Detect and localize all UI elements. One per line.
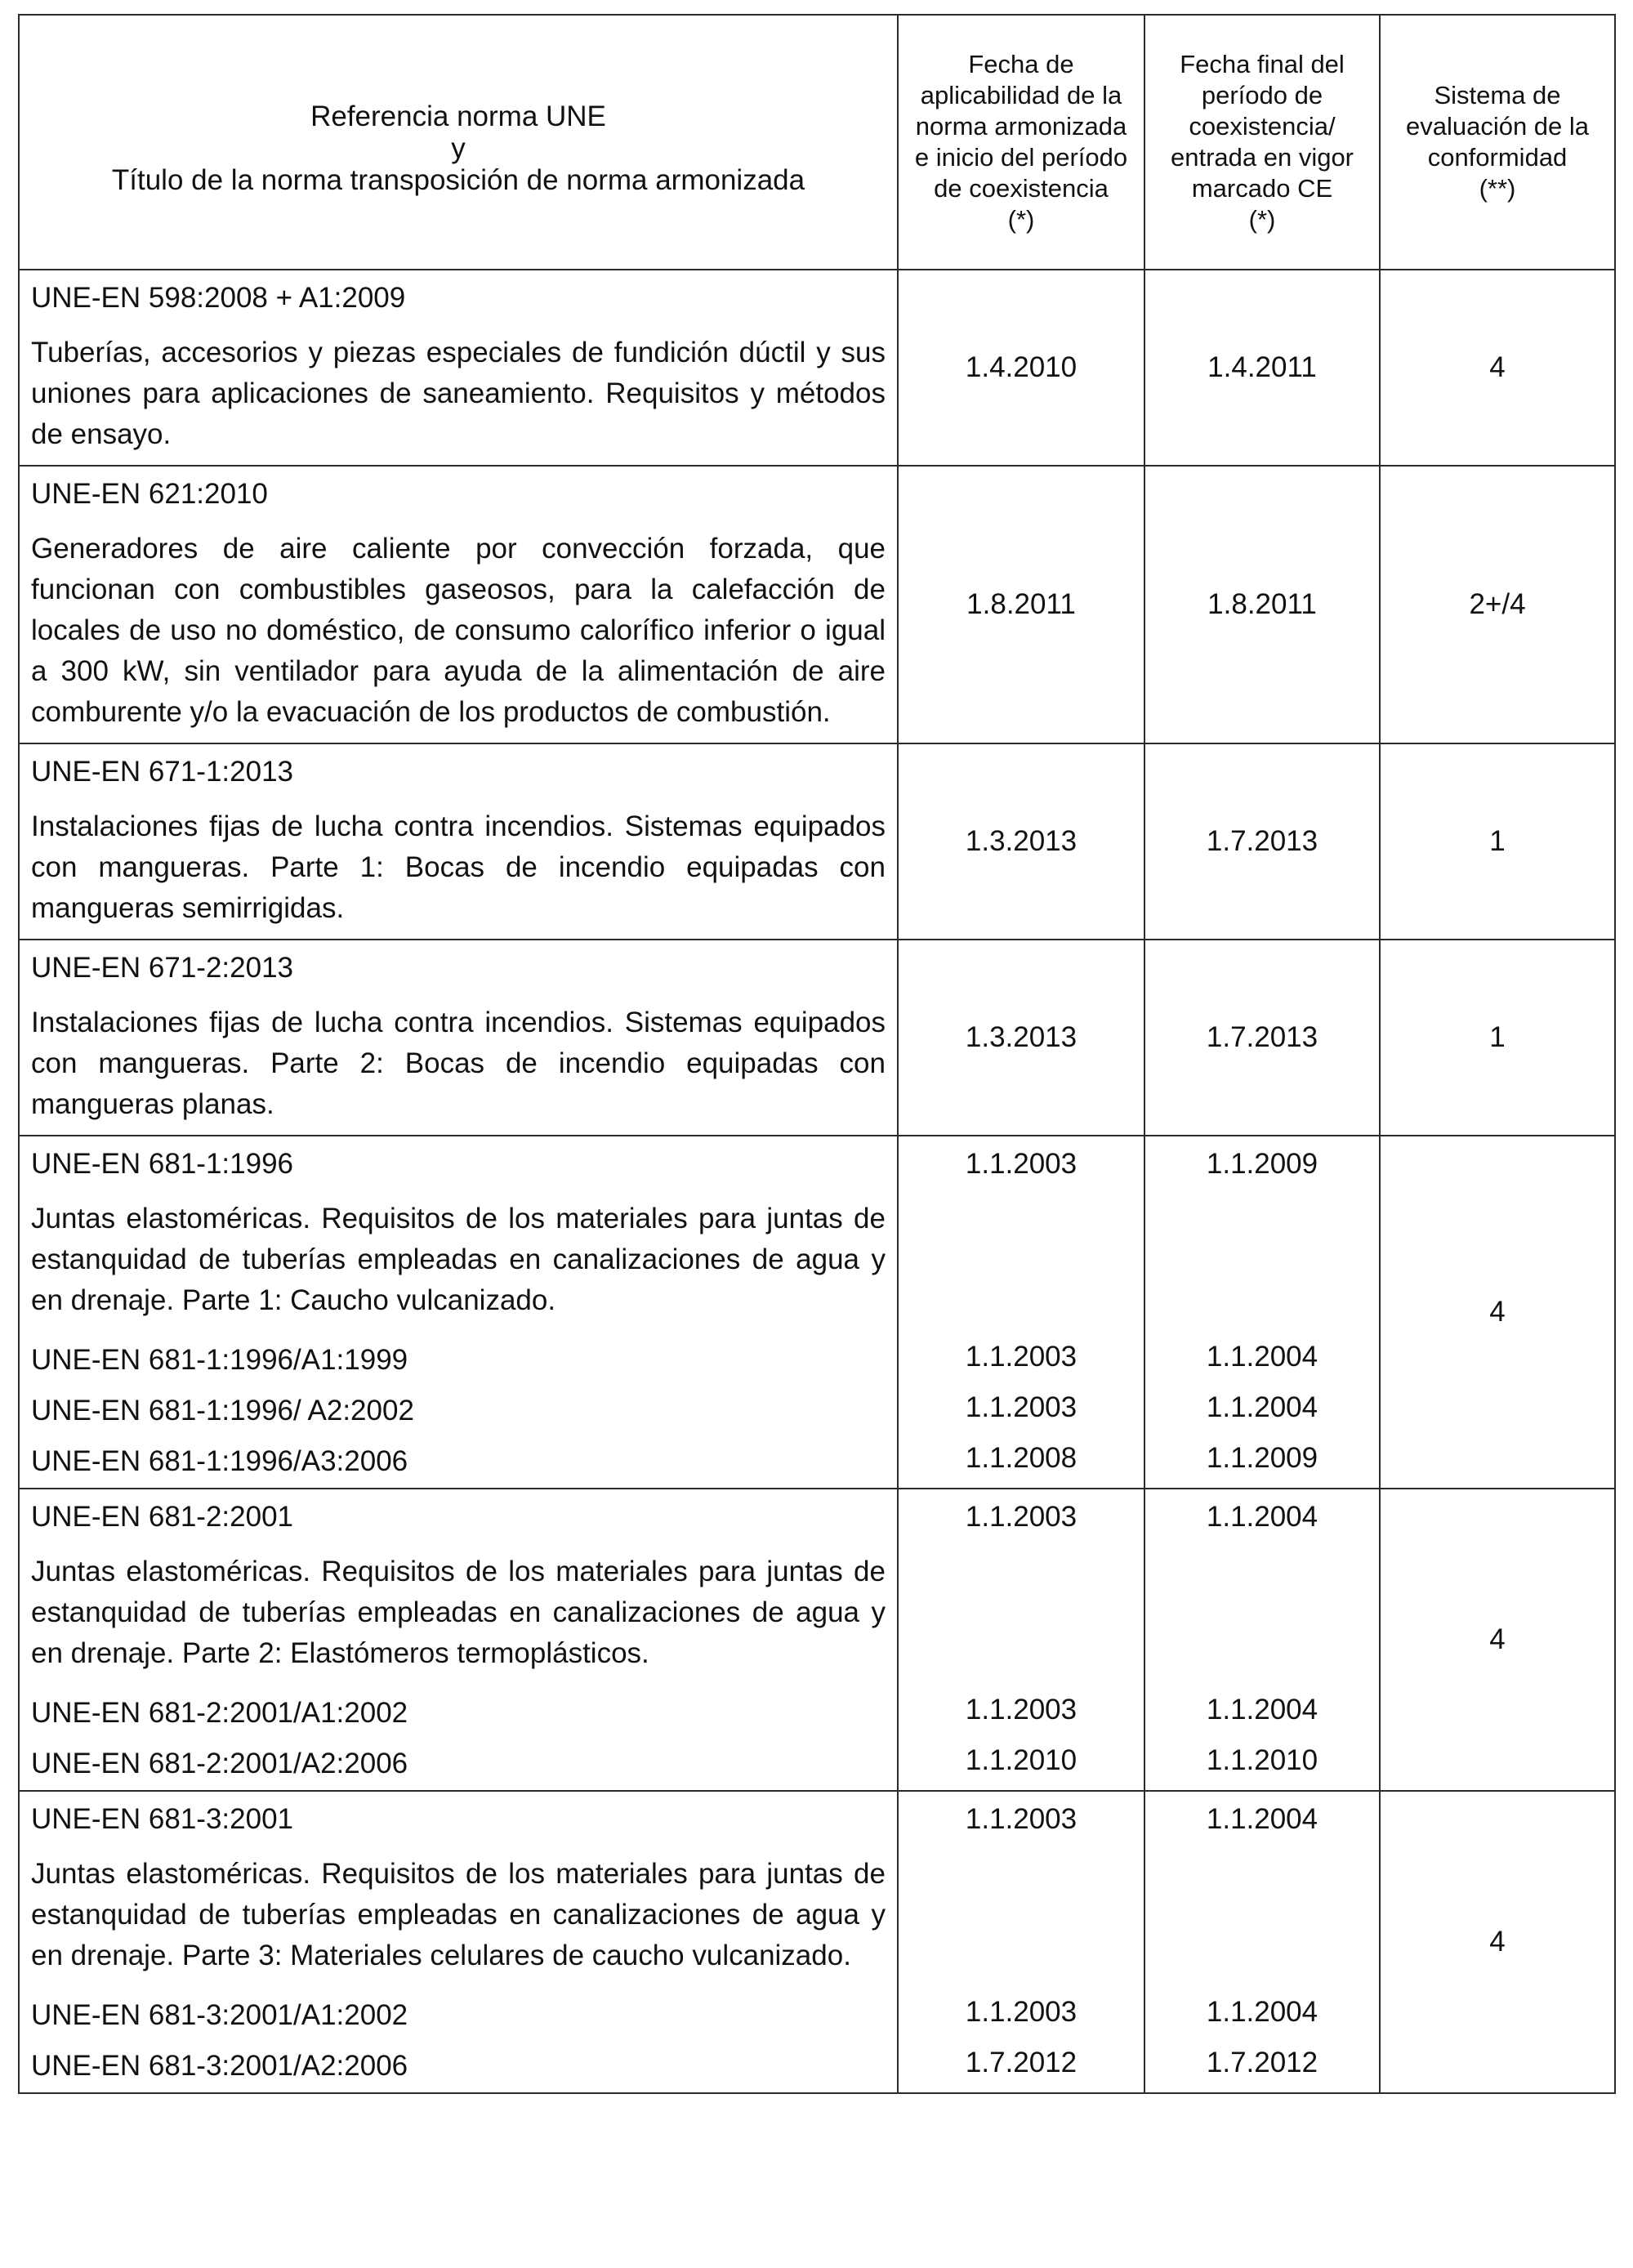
amendment-reference: UNE-EN 681-1:1996/ A2:2002: [31, 1395, 414, 1426]
header-line: Referencia norma UNE: [310, 100, 606, 132]
standard-cell: [19, 940, 898, 1136]
applicability-date-stack: [898, 1136, 1144, 1489]
standard-title: Juntas elastoméricas. Requisitos de los materiales para juntas de estanquidad de tuberías empleadas en canalizaciones de agua y en drenaje. Parte 3: Materiales celulares de caucho vulcanizado.: [31, 1858, 886, 1971]
end-coexistence-date: 1.1.2004: [1206, 1501, 1318, 1533]
applicability-date-stack: [898, 1791, 1144, 2093]
conformity-system: 4: [1380, 270, 1615, 466]
table-row: [19, 1489, 1615, 1791]
end-coexistence-date: 1.1.2009: [1206, 1148, 1318, 1180]
table-row: [19, 466, 1615, 743]
applicability-date: 1.4.2010: [898, 270, 1144, 466]
amendment-reference: UNE-EN 681-3:2001/A2:2006: [31, 2050, 408, 2082]
standard-cell: [19, 1136, 898, 1489]
applicability-date: 1.3.2013: [898, 940, 1144, 1136]
header-conformity-system: [1380, 15, 1615, 270]
header-end-coexistence-date: [1144, 15, 1380, 270]
applicability-date-stack: [898, 1489, 1144, 1791]
end-coexistence-date: 1.7.2012: [1206, 2047, 1318, 2078]
applicability-date: 1.1.2010: [965, 1744, 1078, 1776]
end-coexistence-date: 1.4.2011: [1144, 270, 1380, 466]
standard-cell: [19, 1489, 898, 1791]
conformity-system: 4: [1380, 1136, 1615, 1489]
amendment-reference: UNE-EN 681-3:2001/A1:2002: [31, 1999, 408, 2031]
header-line: período de: [1201, 81, 1323, 109]
header-line: coexistencia/: [1189, 112, 1336, 141]
standard-reference: UNE-EN 681-1:1996: [31, 1148, 293, 1180]
standard-cell: [19, 743, 898, 940]
standard-cell: [19, 270, 898, 466]
applicability-date: 1.1.2003: [965, 1391, 1078, 1423]
standard-cell: [19, 466, 898, 743]
header-line: y: [451, 132, 466, 164]
header-line: norma armonizada: [915, 112, 1127, 141]
header-line: Sistema de: [1434, 81, 1561, 109]
header-line: (**): [1479, 174, 1516, 203]
table-row: [19, 940, 1615, 1136]
end-coexistence-date: 1.1.2004: [1206, 1694, 1318, 1726]
end-coexistence-date-stack: [1144, 1136, 1380, 1489]
header-line: conformidad: [1427, 143, 1568, 172]
header-line: de coexistencia: [934, 174, 1109, 203]
conformity-system: 1: [1380, 940, 1615, 1136]
end-coexistence-date: 1.8.2011: [1144, 466, 1380, 743]
applicability-date: 1.8.2011: [898, 466, 1144, 743]
header-line: e inicio del período: [914, 143, 1128, 172]
standard-title: Tuberías, accesorios y piezas especiales de fundición dúctil y sus uniones para aplicaciones de saneamiento. Requisitos y métodos de ensayo.: [31, 337, 886, 450]
standard-title: Juntas elastoméricas. Requisitos de los materiales para juntas de estanquidad de tuberías empleadas en canalizaciones de agua y en drenaje. Parte 1: Caucho vulcanizado.: [31, 1203, 886, 1316]
conformity-system: 2+/4: [1380, 466, 1615, 743]
end-coexistence-date: 1.1.2004: [1206, 1996, 1318, 2028]
table-row: [19, 743, 1615, 940]
applicability-date: 1.3.2013: [898, 743, 1144, 940]
applicability-date: 1.1.2003: [965, 1803, 1078, 1835]
header-line: entrada en vigor: [1170, 143, 1354, 172]
standard-title: Instalaciones fijas de lucha contra incendios. Sistemas equipados con mangueras. Parte 1: Bocas de incendio equipadas con mangueras semirrigidas.: [31, 810, 886, 924]
applicability-date: 1.1.2003: [965, 1501, 1078, 1533]
end-coexistence-date-stack: [1144, 1791, 1380, 2093]
end-coexistence-date: 1.1.2009: [1206, 1442, 1318, 1474]
table-header-row: [19, 15, 1615, 270]
end-coexistence-date: 1.1.2004: [1206, 1803, 1318, 1835]
standard-title: Instalaciones fijas de lucha contra incendios. Sistemas equipados con mangueras. Parte 2: Bocas de incendio equipadas con mangueras planas.: [31, 1007, 886, 1120]
header-line: evaluación de la: [1405, 112, 1590, 141]
conformity-system: 4: [1380, 1489, 1615, 1791]
header-line: Título de la norma transposición de norma armonizada: [111, 163, 805, 196]
amendment-reference: UNE-EN 681-2:2001/A2:2006: [31, 1748, 408, 1779]
conformity-system: 1: [1380, 743, 1615, 940]
header-line: aplicabilidad de la: [920, 81, 1122, 109]
standard-reference: UNE-EN 621:2010: [31, 478, 268, 510]
standard-title: Generadores de aire caliente por convección forzada, que funcionan con combustibles gaseosos, para la calefacción de locales de uso no doméstico, de consumo calorífico inferior o igual a 300 kW, sin ventilador para ayuda de la alimentación de aire comburente y/o la evacuación de los productos de combustión.: [31, 533, 886, 728]
applicability-date: 1.1.2003: [965, 1694, 1078, 1726]
standard-reference: UNE-EN 671-2:2013: [31, 952, 293, 984]
applicability-date: 1.1.2003: [965, 1996, 1078, 2028]
end-coexistence-date-stack: [1144, 1489, 1380, 1791]
standard-cell: [19, 1791, 898, 2093]
end-coexistence-date: 1.7.2013: [1144, 743, 1380, 940]
standard-reference: UNE-EN 681-2:2001: [31, 1501, 293, 1533]
applicability-date: 1.7.2012: [965, 2047, 1078, 2078]
standard-reference: UNE-EN 598:2008 + A1:2009: [31, 282, 406, 314]
applicability-date: 1.1.2003: [965, 1148, 1078, 1180]
amendment-reference: UNE-EN 681-1:1996/A1:1999: [31, 1344, 408, 1376]
standard-reference: UNE-EN 681-3:2001: [31, 1803, 293, 1835]
header-line: (*): [1248, 205, 1276, 234]
header-line: marcado CE: [1191, 174, 1333, 203]
header-line: (*): [1007, 205, 1035, 234]
header-reference-title: [19, 15, 898, 270]
standards-table: [18, 14, 1616, 2094]
table-row: [19, 270, 1615, 466]
end-coexistence-date: 1.1.2010: [1206, 1744, 1318, 1776]
end-coexistence-date: 1.7.2013: [1144, 940, 1380, 1136]
header-line: Fecha de: [968, 50, 1074, 78]
amendment-reference: UNE-EN 681-2:2001/A1:2002: [31, 1697, 408, 1729]
header-applicability-date: [898, 15, 1144, 270]
conformity-system: 4: [1380, 1791, 1615, 2093]
amendment-reference: UNE-EN 681-1:1996/A3:2006: [31, 1445, 408, 1477]
end-coexistence-date: 1.1.2004: [1206, 1341, 1318, 1373]
header-line: Fecha final del: [1180, 50, 1345, 78]
table-row: [19, 1791, 1615, 2093]
applicability-date: 1.1.2003: [965, 1341, 1078, 1373]
table-row: [19, 1136, 1615, 1489]
end-coexistence-date: 1.1.2004: [1206, 1391, 1318, 1423]
standard-title: Juntas elastoméricas. Requisitos de los materiales para juntas de estanquidad de tuberías empleadas en canalizaciones de agua y en drenaje. Parte 2: Elastómeros termoplásticos.: [31, 1556, 886, 1669]
applicability-date: 1.1.2008: [965, 1442, 1078, 1474]
standard-reference: UNE-EN 671-1:2013: [31, 756, 293, 788]
